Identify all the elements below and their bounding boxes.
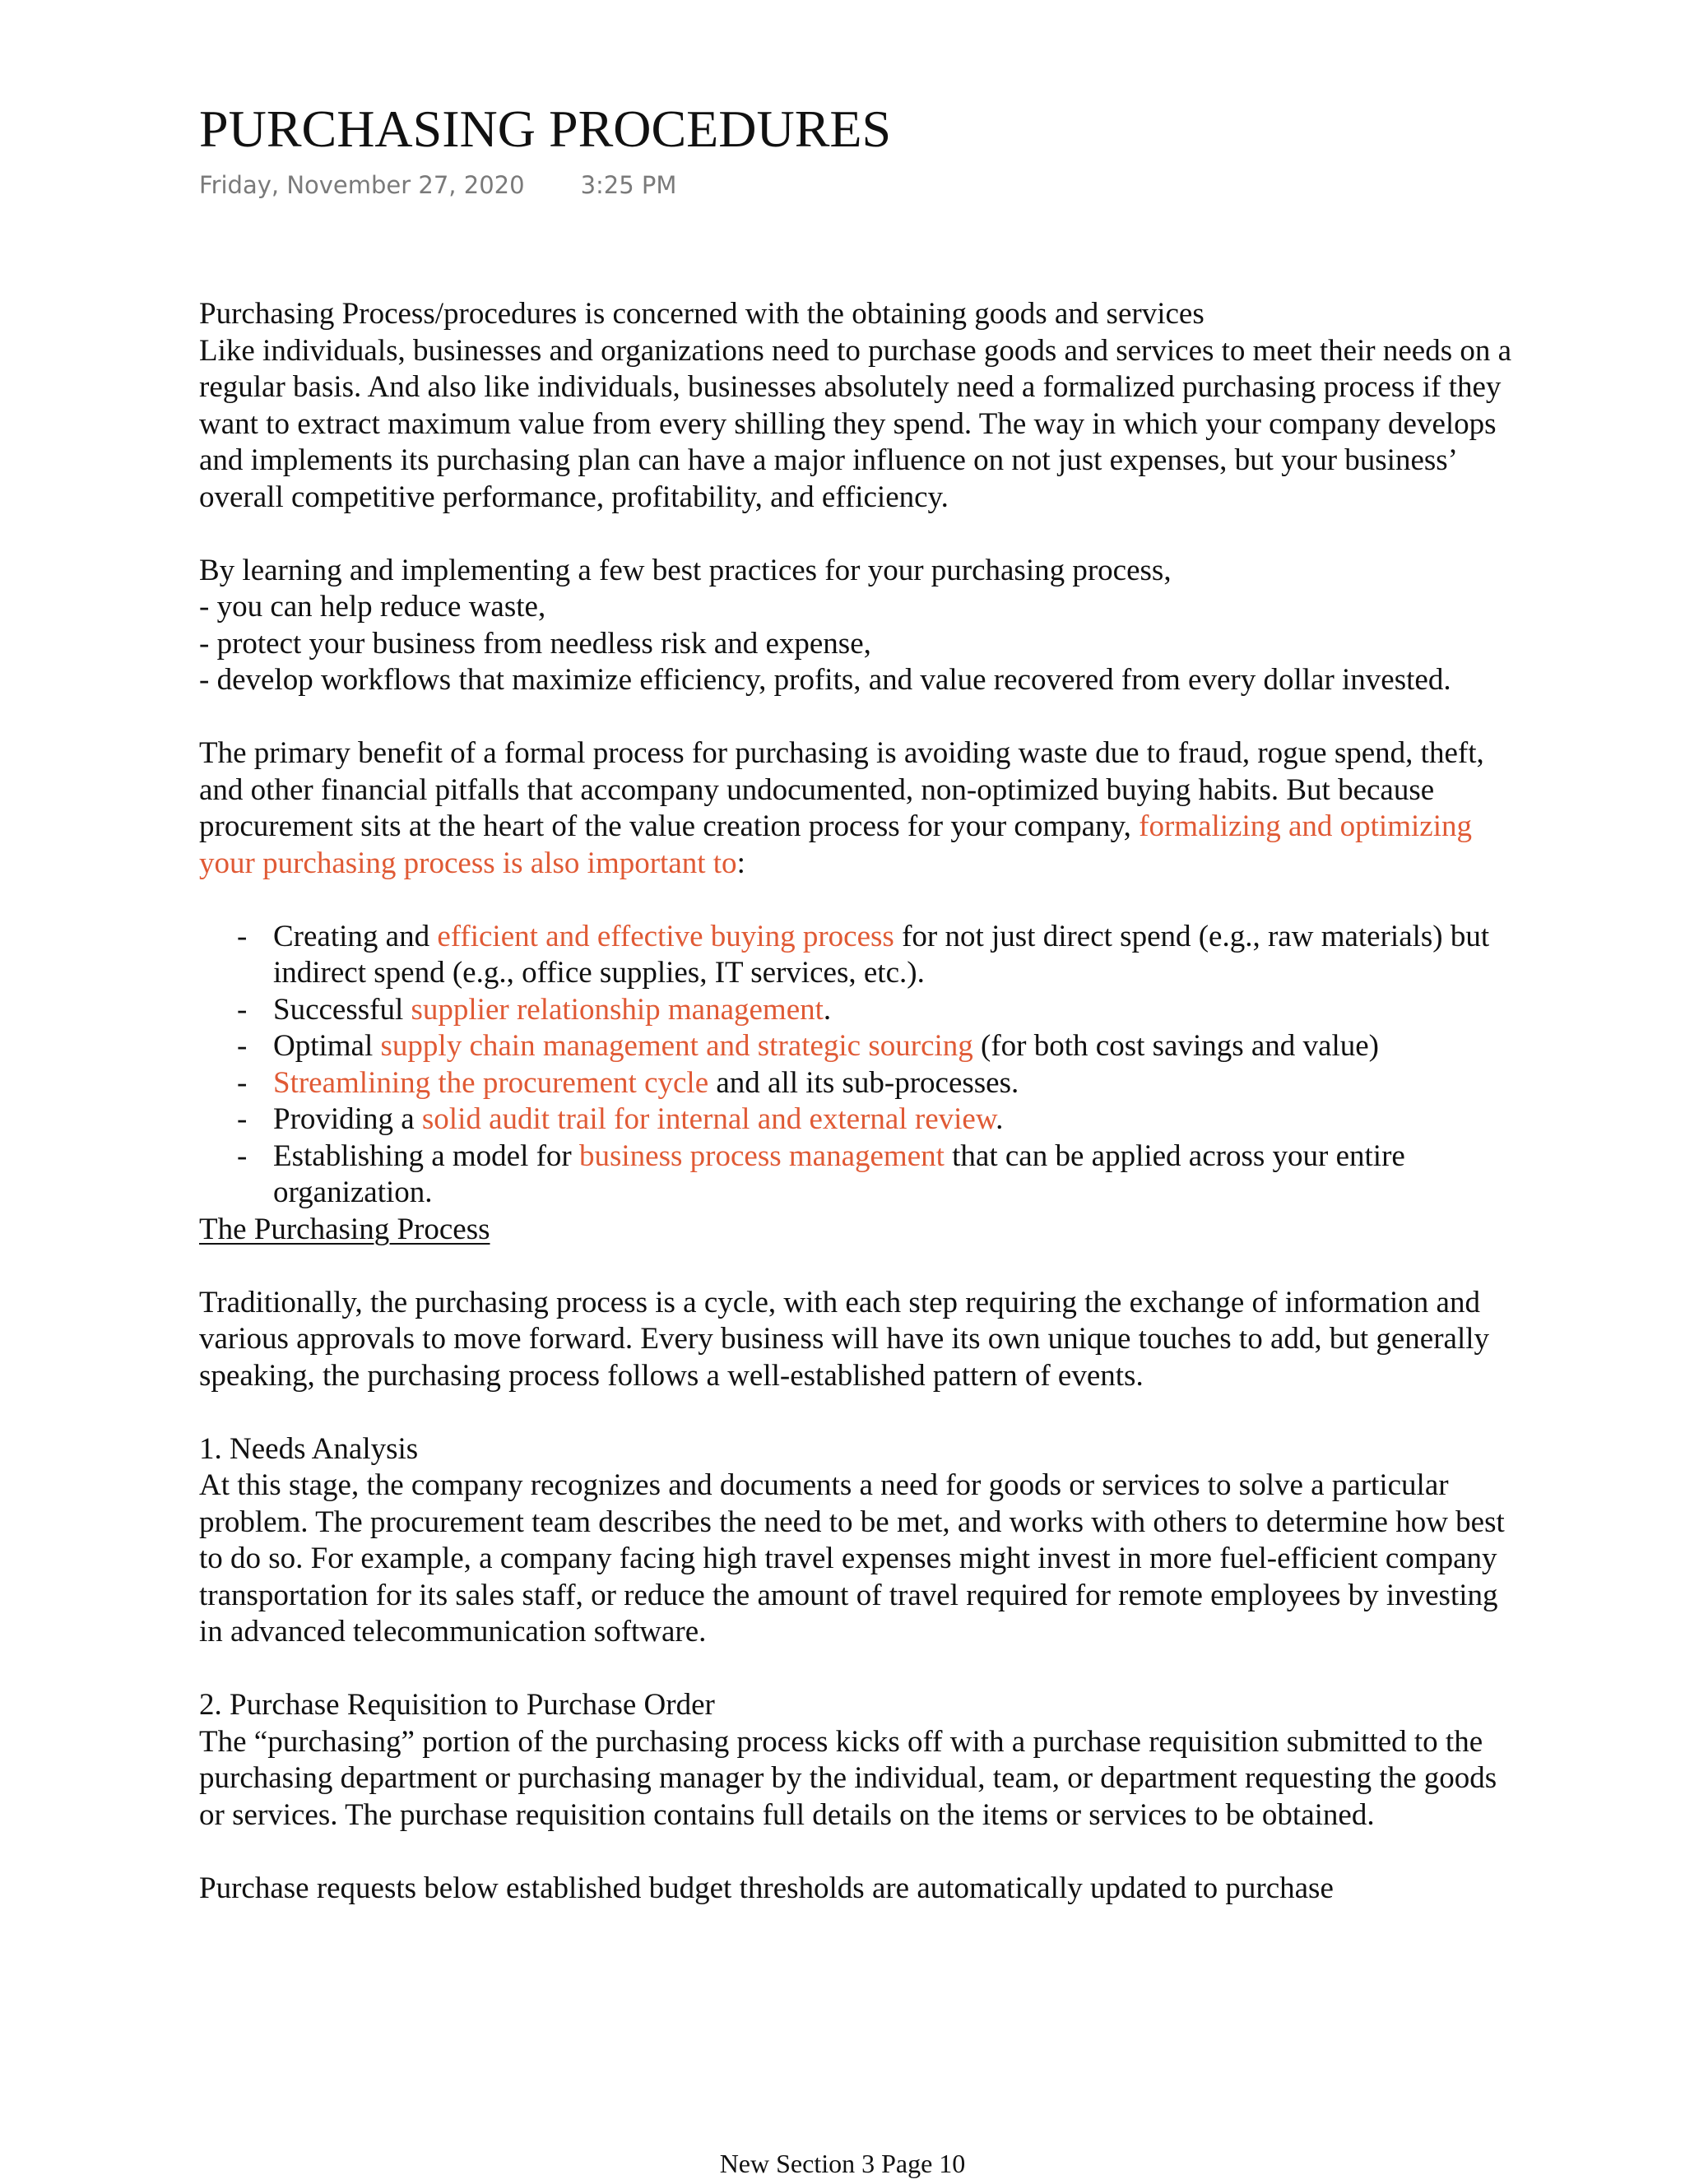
dash-bullet: - — [237, 919, 248, 953]
benefit-text: The primary benefit of a formal process for purchasing is avoiding waste due to fraud, rogue spend, theft, and other financial pitfalls that accompany undocumented, non-optimized buying habits. But because procurement sits at the heart of the value creation process for your company, — [199, 736, 1484, 843]
intro-paragraph: Like individuals, businesses and organizations need to purchase goods and services to meet their needs on a regular basis. And also like individuals, businesses absolutely need a formalized purchasing process if they want to extract maximum value from every shilling they spend. The way in which your company develops and implements its purchasing plan can have a major influence on not just expenses, but your business’ overall competitive performance, profitability, and efficiency. — [199, 333, 1512, 514]
page-title: PURCHASING PROCEDURES — [199, 100, 892, 158]
dash-bullet: - — [237, 992, 248, 1027]
dash-bullet: - — [237, 1029, 248, 1063]
note-time: 3:25 PM — [580, 171, 677, 199]
benefit-paragraph — [199, 735, 1516, 882]
bullet-link[interactable]: supply chain management and strategic sourcing — [380, 1029, 973, 1063]
bullet-link[interactable]: supplier relationship management — [411, 992, 824, 1027]
step-paragraph: At this stage, the company recognizes and documents a need for goods or services to solve a particular problem. The procurement team describes the need to be met, and works with others to determine how best to do so. For example, a company facing high travel expenses might invest in more fuel-efficient company transportation for its sales staff, or reduce the amount of travel required for remote employees by investing in advanced telecommunication software. — [199, 1468, 1505, 1648]
step-heading: 1. Needs Analysis — [199, 1431, 419, 1466]
note-timestamp — [199, 171, 676, 199]
best-practice-item: - protect your business from needless risk and expense, — [199, 626, 871, 661]
list-item: - Creating and efficient and effective buying process for not just direct spend (e.g., raw materials) but indirect spend (e.g., office supplies, IT services, etc.). — [237, 919, 1490, 990]
dash-bullet: - — [237, 1065, 248, 1100]
note-body — [199, 296, 1516, 1907]
bullet-link[interactable]: solid audit trail for internal and external review — [421, 1102, 996, 1136]
best-practice-item: - develop workflows that maximize efficiency, profits, and value recovered from every dollar invested. — [199, 663, 1451, 697]
list-item: - Successful supplier relationship management. — [199, 992, 1516, 1029]
best-practices-lead: By learning and implementing a few best practices for your purchasing process, — [199, 553, 1172, 587]
benefit-colon: : — [736, 846, 745, 880]
intro-line: Purchasing Process/procedures is concerned with the obtaining goods and services — [199, 297, 1205, 331]
best-practice-item: - you can help reduce waste, — [199, 590, 546, 624]
list-item: - Streamlining the procurement cycle and all its sub-processes. — [199, 1065, 1516, 1102]
page-footer: New Section 3 Page 10 — [719, 2149, 966, 2178]
section-heading: The Purchasing Process — [199, 1212, 490, 1246]
note-date: Friday, November 27, 2020 — [199, 171, 525, 199]
benefit-link[interactable]: formalizing and optimizing your purchasing process is also important to — [199, 809, 1472, 880]
process-paragraph: Traditionally, the purchasing process is a cycle, with each step requiring the exchange of information and various approvals to move forward. Every business will have its own unique touches to add, but generally speaking, the purchasing process follows a well-established pattern of events. — [199, 1285, 1490, 1393]
bullet-link[interactable]: efficient and effective buying process — [437, 919, 894, 953]
step-heading: 2. Purchase Requisition to Purchase Order — [199, 1688, 715, 1722]
step-paragraph: The “purchasing” portion of the purchasing process kicks off with a purchase requisition submitted to the purchasing department or purchasing manager by the individual, team, or department requesting the goods or services. The purchase requisition contains full details on the items or services to be obtained. — [199, 1724, 1497, 1832]
bullet-link[interactable]: business process management — [579, 1138, 945, 1173]
list-item: - Optimal supply chain management and strategic sourcing (for both cost savings and value) — [199, 1028, 1516, 1065]
dash-bullet: - — [237, 1102, 248, 1136]
bullet-link[interactable]: Streamlining the procurement cycle — [273, 1065, 709, 1100]
benefit-list — [199, 919, 1516, 1212]
closing-paragraph: Purchase requests below established budget thresholds are automatically updated to purchase — [199, 1871, 1334, 1905]
list-item: - Establishing a model for business process management that can be applied across your entire organization. — [237, 1138, 1405, 1209]
list-item: - Providing a solid audit trail for internal and external review. — [199, 1101, 1516, 1138]
dash-bullet: - — [237, 1138, 248, 1173]
